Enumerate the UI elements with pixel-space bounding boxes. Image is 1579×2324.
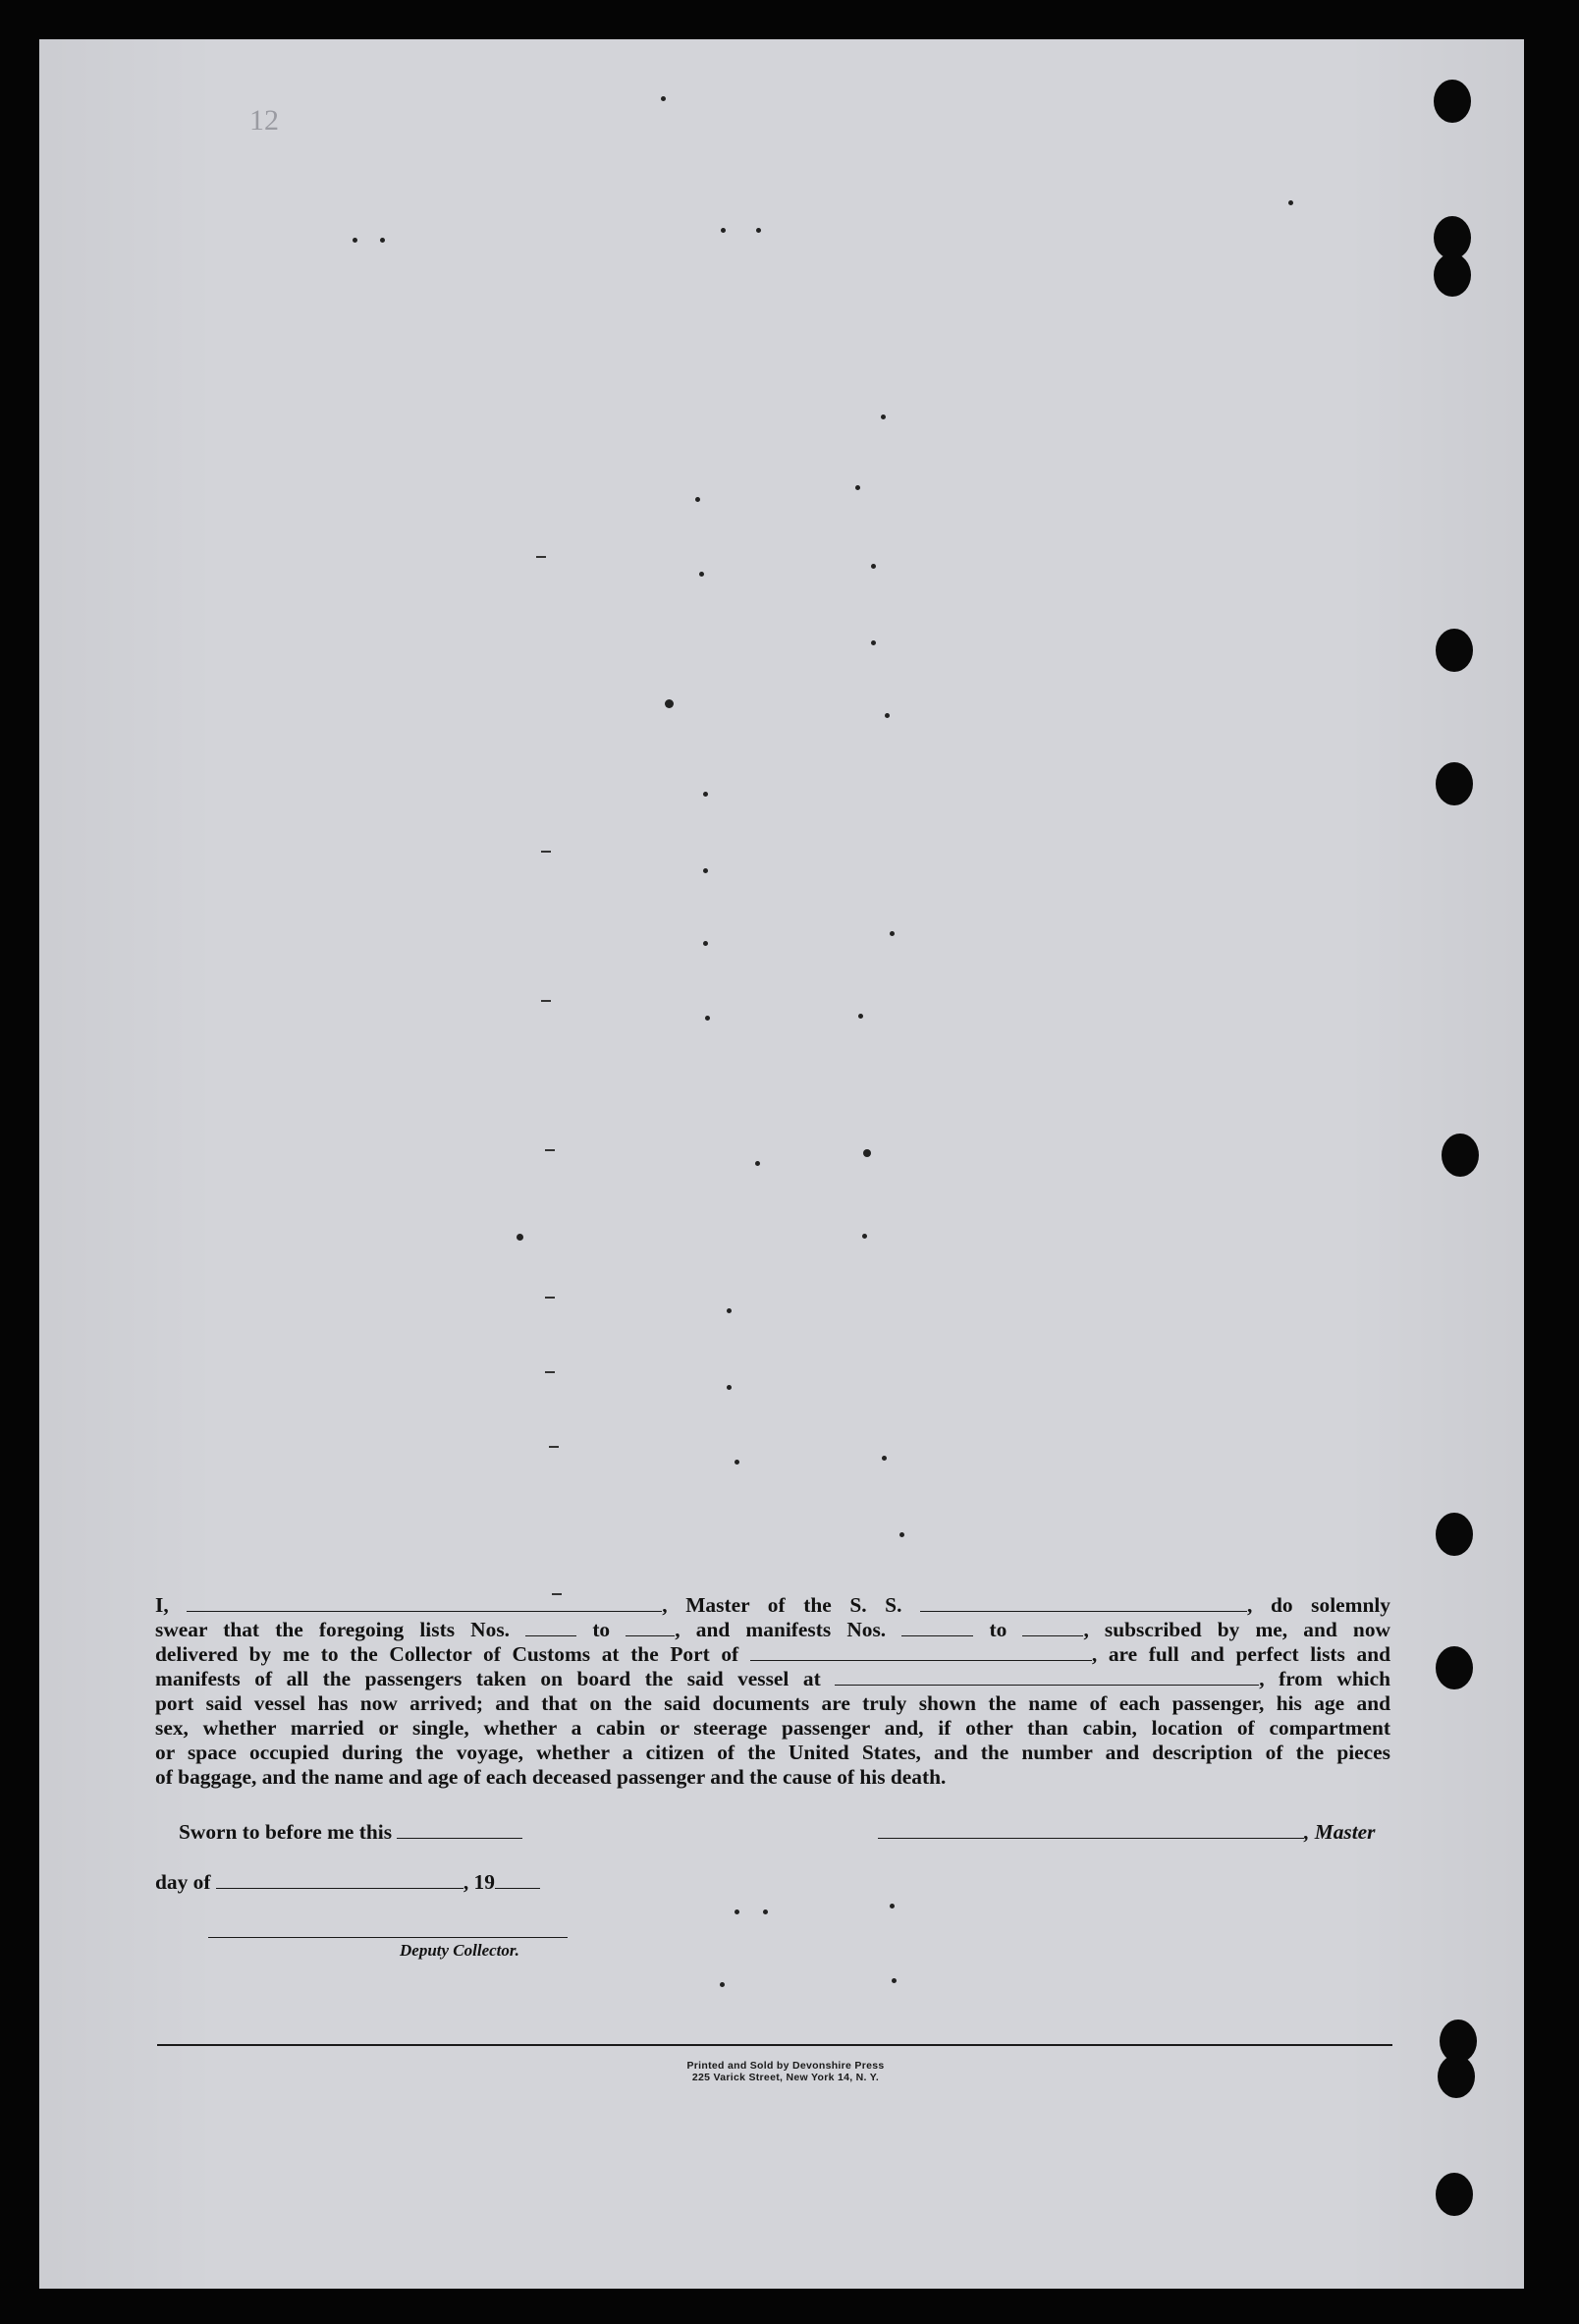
lists-to-blank[interactable] bbox=[626, 1621, 675, 1636]
lists-from-blank[interactable] bbox=[525, 1621, 576, 1636]
month-blank[interactable] bbox=[216, 1873, 463, 1889]
day-of-label: day of bbox=[155, 1870, 211, 1894]
oath-text: , from which bbox=[1259, 1667, 1390, 1690]
oath-text: , do solemnly bbox=[1247, 1593, 1390, 1617]
oath-text: to bbox=[989, 1618, 1007, 1641]
oath-line-3 bbox=[155, 1642, 1390, 1667]
oath-line-7: or space occupied during the voyage, whether a citizen of the United States, and the number and description of the pieces bbox=[155, 1741, 1390, 1764]
binder-hole bbox=[1438, 2055, 1475, 2098]
oath-text: , are full and perfect lists and bbox=[1091, 1642, 1390, 1666]
oath-text: I, bbox=[155, 1593, 169, 1617]
ship-name-blank[interactable] bbox=[920, 1596, 1247, 1612]
printer-line-2: 225 Varick Street, New York 14, N. Y. bbox=[691, 2072, 880, 2083]
oath-line-5: port said vessel has now arrived; and that on the said documents are truly shown the name of each passenger, his age and bbox=[155, 1691, 1390, 1715]
binder-hole bbox=[1434, 80, 1471, 123]
year-blank[interactable] bbox=[495, 1873, 540, 1889]
departure-port-blank[interactable] bbox=[835, 1670, 1259, 1686]
sworn-label: Sworn to before me this bbox=[179, 1820, 393, 1844]
oath-line-1 bbox=[155, 1593, 1390, 1618]
oath-text: to bbox=[592, 1618, 611, 1641]
oath-text: delivered by me to the Collector of Customs at the Port of bbox=[155, 1642, 739, 1666]
binder-hole bbox=[1436, 2173, 1473, 2216]
binder-hole bbox=[1436, 629, 1473, 672]
sworn-day-blank[interactable] bbox=[397, 1823, 522, 1839]
manifests-to-blank[interactable] bbox=[1022, 1621, 1083, 1636]
footer-rule bbox=[157, 2044, 1392, 2046]
binder-hole bbox=[1434, 253, 1471, 297]
master-signature-line bbox=[878, 1820, 1376, 1845]
oath-paragraph bbox=[155, 1593, 1390, 1790]
oath-line-8: of baggage, and the name and age of each deceased passenger and the cause of his death. bbox=[155, 1765, 947, 1789]
faint-corner-number: 12 bbox=[249, 104, 279, 137]
oath-text: , and manifests Nos. bbox=[675, 1618, 887, 1641]
oath-text: , subscribed by me, and now bbox=[1083, 1618, 1390, 1641]
oath-line-4 bbox=[155, 1667, 1390, 1691]
binder-hole bbox=[1436, 762, 1473, 805]
master-name-blank[interactable] bbox=[187, 1596, 662, 1612]
oath-text: swear that the foregoing lists Nos. bbox=[155, 1618, 510, 1641]
day-of-line bbox=[155, 1870, 540, 1895]
year-prefix: , 19 bbox=[463, 1870, 495, 1894]
port-blank[interactable] bbox=[750, 1645, 1092, 1661]
oath-line-2 bbox=[155, 1618, 1390, 1642]
binder-hole bbox=[1442, 1134, 1479, 1177]
manifests-from-blank[interactable] bbox=[901, 1621, 973, 1636]
printer-line-1: Printed and Sold by Devonshire Press bbox=[686, 2060, 885, 2072]
deputy-collector-label: Deputy Collector. bbox=[400, 1941, 519, 1960]
binder-hole bbox=[1436, 1513, 1473, 1556]
master-label: , Master bbox=[1304, 1820, 1376, 1844]
oath-text: manifests of all the passengers taken on board the said vessel at bbox=[155, 1667, 821, 1690]
oath-text: , Master of the S. S. bbox=[662, 1593, 902, 1617]
deputy-signature-line[interactable] bbox=[208, 1937, 568, 1938]
master-signature-blank[interactable] bbox=[878, 1823, 1304, 1839]
binder-hole bbox=[1436, 1646, 1473, 1689]
paper-sheet bbox=[39, 39, 1524, 2289]
sworn-line bbox=[179, 1820, 522, 1845]
printer-imprint bbox=[550, 2060, 1021, 2083]
oath-line-6: sex, whether married or single, whether a cabin or steerage passenger and, if other than cabin, location of compartment bbox=[155, 1716, 1390, 1740]
